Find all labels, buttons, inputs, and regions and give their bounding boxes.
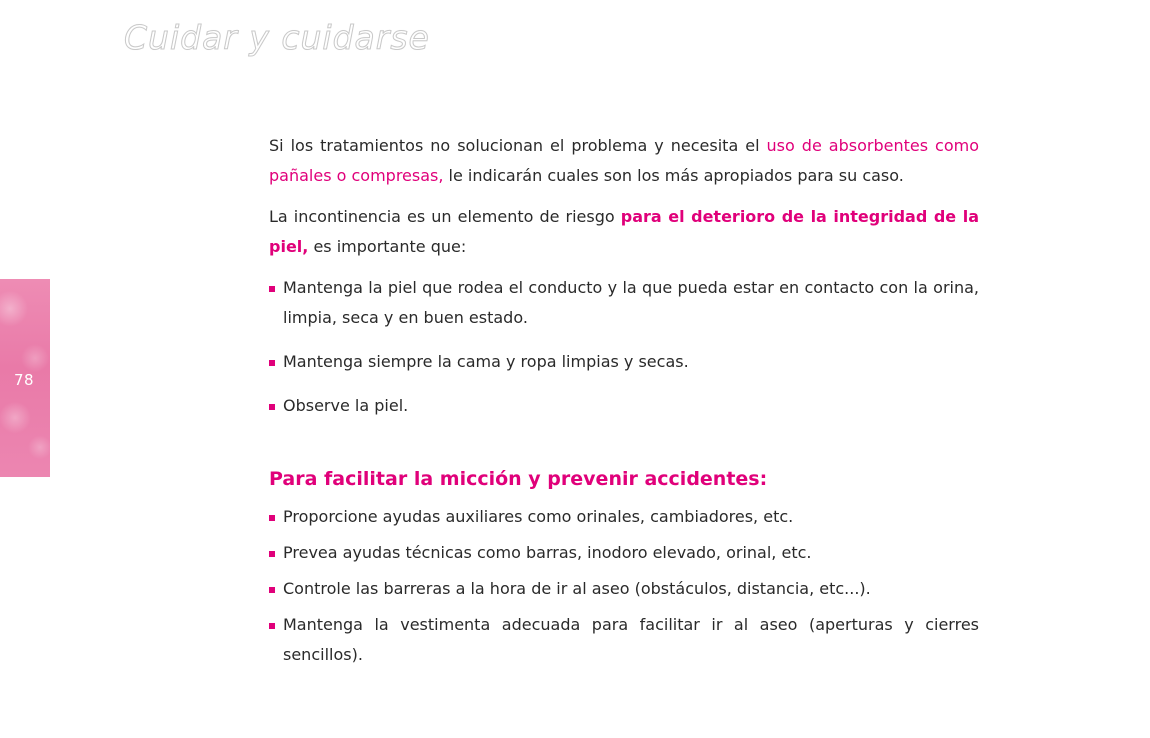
list-item-text: Mantenga la vestimenta adecuada para facilitar ir al aseo (aperturas y cierres sencillos). (283, 615, 979, 664)
list-item-text: Controle las barreras a la hora de ir al aseo (obstáculos, distancia, etc...). (283, 579, 871, 598)
highlight-skin-integrity: para el deterioro de la integridad de la piel, (269, 207, 979, 256)
list-item (269, 273, 979, 333)
bullet-square-icon (269, 360, 275, 366)
highlight-absorbents: uso de absorbentes como pañales o compresas, (269, 136, 979, 185)
list-item-text: Observe la piel. (283, 396, 409, 415)
page-content (269, 131, 979, 676)
bullet-square-icon (269, 587, 275, 593)
paragraph-text: es importante que: (308, 237, 467, 256)
list-item (269, 574, 979, 604)
bullet-square-icon (269, 623, 275, 629)
bullet-square-icon (269, 404, 275, 410)
list-item-text: Proporcione ayudas auxiliares como orinales, cambiadores, etc. (283, 507, 794, 526)
list-item (269, 502, 979, 532)
list-item (269, 391, 979, 421)
list-item (269, 347, 979, 377)
running-title: Cuidar y cuidarse (124, 18, 430, 57)
bullet-square-icon (269, 515, 275, 521)
skin-care-list (269, 273, 979, 421)
list-item-text: Mantenga siempre la cama y ropa limpias y secas. (283, 352, 689, 371)
list-item-text: Prevea ayudas técnicas como barras, inodoro elevado, orinal, etc. (283, 543, 812, 562)
paragraph-absorbents (269, 131, 979, 191)
bullet-square-icon (269, 286, 275, 292)
paragraph-text: le indicarán cuales son los más apropiados para su caso. (443, 166, 904, 185)
bullet-square-icon (269, 551, 275, 557)
page-side-tab (0, 279, 50, 477)
list-item (269, 610, 979, 670)
paragraph-text: Si los tratamientos no solucionan el problema y necesita el (269, 136, 767, 155)
paragraph-text: La incontinencia es un elemento de riesgo (269, 207, 621, 226)
list-item-text: Mantenga la piel que rodea el conducto y la que pueda estar en contacto con la orina, limpia, seca y en buen estado. (283, 278, 979, 327)
section-heading: Para facilitar la micción y prevenir accidentes: (269, 468, 768, 490)
page-number: 78 (14, 371, 35, 389)
paragraph-skin-risk (269, 202, 979, 262)
urination-tips-list (269, 502, 979, 670)
list-item (269, 538, 979, 568)
